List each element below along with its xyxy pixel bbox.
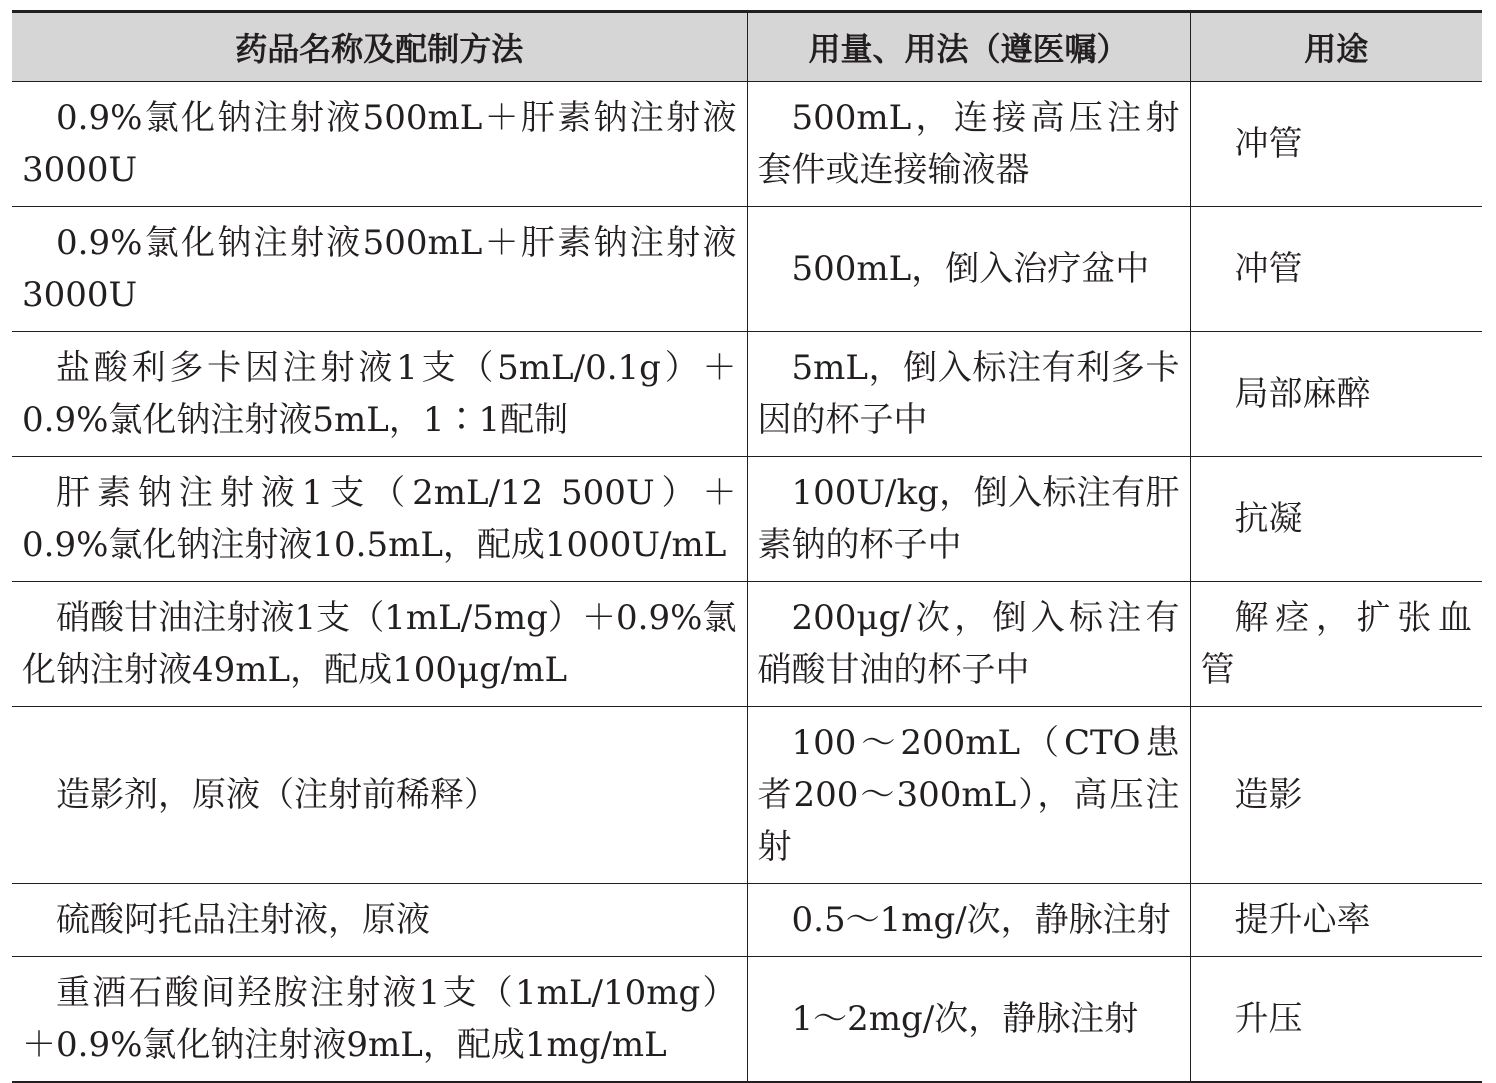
- cell-purpose: 局部麻醉: [1190, 332, 1482, 457]
- table-row: [12, 207, 1482, 332]
- table-row: [12, 582, 1482, 707]
- cell-drug: 肝素钠注射液1支（2mL/12 500U）＋0.9%氯化钠注射液10.5mL，配成1000U/mL: [12, 457, 747, 582]
- table-row: [12, 707, 1482, 884]
- cell-dosage: 1～2mg/次，静脉注射: [747, 957, 1190, 1083]
- header-dosage-usage: 用量、用法（遵医嘱）: [747, 12, 1190, 82]
- drug-preparation-table: [12, 10, 1482, 1083]
- cell-purpose: 升压: [1190, 957, 1482, 1083]
- cell-dosage: 500mL，连接高压注射套件或连接输液器: [747, 82, 1190, 207]
- header-row: [12, 12, 1482, 82]
- cell-drug: 盐酸利多卡因注射液1支（5mL/0.1g）＋0.9%氯化钠注射液5mL，1∶1配制: [12, 332, 747, 457]
- cell-dosage: 500mL，倒入治疗盆中: [747, 207, 1190, 332]
- table-body: [12, 82, 1482, 1083]
- cell-drug: 造影剂，原液（注射前稀释）: [12, 707, 747, 884]
- table-header: [12, 12, 1482, 82]
- cell-dosage: 100U/kg，倒入标注有肝素钠的杯子中: [747, 457, 1190, 582]
- header-purpose: 用途: [1190, 12, 1482, 82]
- table-row: [12, 332, 1482, 457]
- cell-purpose: 提升心率: [1190, 884, 1482, 957]
- cell-purpose: 抗凝: [1190, 457, 1482, 582]
- table-row: [12, 884, 1482, 957]
- cell-dosage: 5mL，倒入标注有利多卡因的杯子中: [747, 332, 1190, 457]
- cell-drug: 重酒石酸间羟胺注射液1支（1mL/10mg）＋0.9%氯化钠注射液9mL，配成1mg/mL: [12, 957, 747, 1083]
- cell-purpose: 冲管: [1190, 207, 1482, 332]
- table-row: [12, 457, 1482, 582]
- cell-purpose: 造影: [1190, 707, 1482, 884]
- cell-dosage: 0.5～1mg/次，静脉注射: [747, 884, 1190, 957]
- cell-dosage: 200μg/次，倒入标注有硝酸甘油的杯子中: [747, 582, 1190, 707]
- cell-purpose: 解痉，扩张血管: [1190, 582, 1482, 707]
- cell-drug: 硝酸甘油注射液1支（1mL/5mg）＋0.9%氯化钠注射液49mL，配成100μg/mL: [12, 582, 747, 707]
- cell-drug: 0.9%氯化钠注射液500mL＋肝素钠注射液3000U: [12, 82, 747, 207]
- drug-table-container: [12, 10, 1482, 1083]
- cell-drug: 0.9%氯化钠注射液500mL＋肝素钠注射液3000U: [12, 207, 747, 332]
- cell-drug: 硫酸阿托品注射液，原液: [12, 884, 747, 957]
- table-row: [12, 957, 1482, 1083]
- cell-dosage: 100～200mL（CTO患者200～300mL），高压注射: [747, 707, 1190, 884]
- header-drug-name: 药品名称及配制方法: [12, 12, 747, 82]
- cell-purpose: 冲管: [1190, 82, 1482, 207]
- table-row: [12, 82, 1482, 207]
